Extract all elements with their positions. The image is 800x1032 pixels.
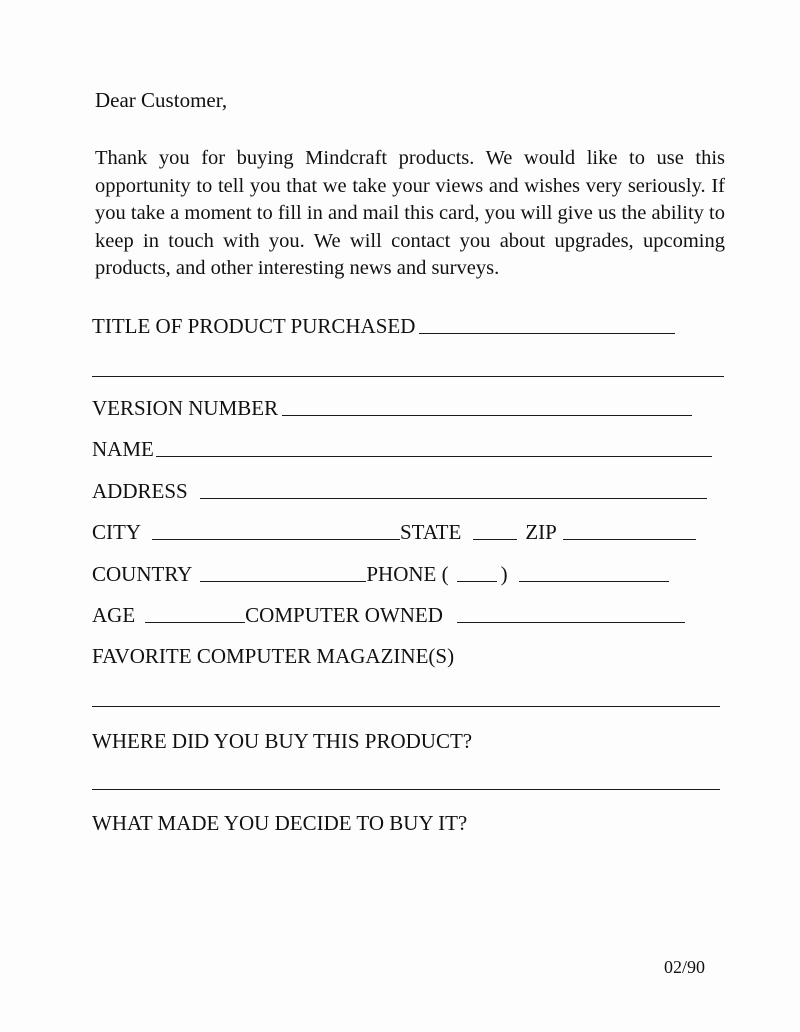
version-field[interactable] [282,415,692,416]
why-row [92,811,467,835]
computer-owned-field[interactable] [457,622,685,623]
computer-owned-label: COMPUTER OWNED [245,603,443,627]
state-label: STATE [400,520,462,544]
magazine-label: FAVORITE COMPUTER MAGAZINE(S) [92,644,455,668]
country-phone-row [92,562,669,586]
title-label: TITLE OF PRODUCT PURCHASED [92,314,416,338]
phone-label: PHONE ( [366,562,449,586]
country-field[interactable] [200,581,366,582]
magazine-row [92,644,454,668]
city-label: CITY [92,520,141,544]
form-code: 02/90 [664,957,706,977]
name-field[interactable] [156,456,712,457]
age-field[interactable] [145,622,245,623]
age-computer-row [92,603,685,627]
title-row [92,314,675,338]
version-row [92,396,692,420]
magazine-field[interactable] [92,706,720,707]
zip-label: ZIP [525,520,557,544]
state-field[interactable] [473,539,517,540]
address-row [92,479,707,503]
age-label: AGE [92,603,136,627]
city-field[interactable] [152,539,400,540]
name-label: NAME [92,437,154,461]
phone-area-code-field[interactable] [457,581,497,582]
city-state-zip-row [92,520,696,544]
country-label: COUNTRY [92,562,193,586]
phone-close-paren: ) [500,562,508,586]
greeting: Dear Customer, [95,88,228,112]
intro-paragraph: Thank you for buying Mindcraft products. We would like to use this opportunity to tell you that we take your views and wishes very seriously. If you take a moment to fill in and mail this card, you will give us the ability to keep in touch with you. We will contact you about upgrades, upcoming products, and other interesting news and surveys. [95,147,725,279]
where-label: WHERE DID YOU BUY THIS PRODUCT? [92,729,473,753]
why-label: WHAT MADE YOU DECIDE TO BUY IT? [92,811,468,835]
version-label: VERSION NUMBER [92,396,279,420]
zip-field[interactable] [563,539,696,540]
where-field[interactable] [92,789,720,790]
where-row [92,729,472,753]
title-field[interactable] [419,333,675,334]
name-row [92,437,712,461]
address-label: ADDRESS [92,479,188,503]
address-field[interactable] [200,498,707,499]
phone-number-field[interactable] [519,581,669,582]
title-field-continued[interactable] [92,376,724,377]
